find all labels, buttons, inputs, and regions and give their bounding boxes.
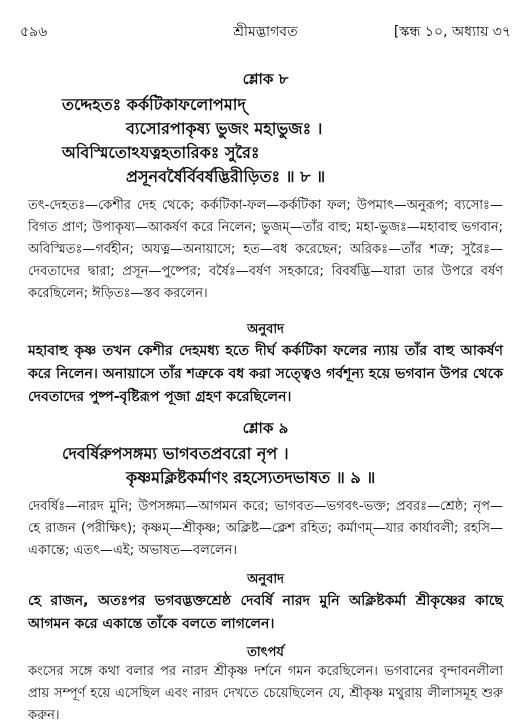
sloka-8-translation: মহাবাহু কৃষ্ণ তখন কেশীর দেহমধ্য হতে দীর্ঘ কর্কটিকা ফলের ন্যায় তাঁর বাহু আকর্ষণ করে নিলেন। অনায়াসে তাঁর শত্রুকে বধ করা সত্ত্বেও গর্বশূন্য হয়ে ভগবান উপর থেকে দেবতাদের পুষ্প-বৃষ্টিরূপ পূজা গ্রহণ করেছিলেন। bbox=[28, 343, 503, 405]
sloka-9-line-2: কৃষ্ণমক্লিষ্টকর্মাণং রহস্যেতদভাষত ॥ ৯ ॥ bbox=[126, 468, 376, 487]
sloka-8-line-3: অবিস্মিতোঽযত্নহতারিকঃ সুরৈঃ bbox=[62, 143, 260, 162]
sloka-8-heading: শ্লোক ৮ bbox=[242, 70, 289, 88]
purport-text: কংসের সঙ্গে কথা বলার পর নারদ শ্রীকৃষ্ণ দর্শনে গমন করেছিলেন। ভগবানের বৃন্দাবনলীলা প্রায় সম্পূর্ণ হয়ে এসেছিল এবং নারদ দেখতে চেয়েছিলেন যে, শ্রীকৃষ্ণ মথুরায় লীলাসমূহ শুরু করুন। bbox=[28, 664, 503, 723]
book-title: শ্রীমদ্ভাগবত bbox=[233, 24, 298, 40]
sloka-8-line-1: তদ্দেহতঃ কর্কটিকাফলোপমাদ্ bbox=[62, 95, 246, 114]
sloka-8-translation-heading: অনুবাদ bbox=[247, 322, 284, 337]
chapter-reference: [স্কন্ধ ১০, অধ্যায় ৩৭ bbox=[393, 24, 511, 40]
sloka-9-translation-heading: অনুবাদ bbox=[247, 572, 284, 587]
sloka-9-synonyms: দেবর্ষিঃ—নারদ মুনি; উপসঙ্গম্য—আগমন করে; ভাগবত—ভগবৎ-ভক্ত; প্রবরঃ—শ্রেষ্ঠ; নৃপ—হে রাজন (পরীক্ষিৎ); কৃষ্ণম্—শ্রীকৃষ্ণ; অক্লিষ্ট—ক্লেশ রহিত; কর্মাণম্—যার কার্যাবলী; রহসি—একান্তে; এতৎ—এই; অভাষত—বললেন। bbox=[28, 499, 503, 558]
sloka-8-synonyms: তৎ-দেহতঃ—কেশীর দেহ থেকে; কর্কটিকা-ফল—কর্কটিকা ফল; উপমাৎ—অনুরূপ; ব্যসোঃ—বিগত প্রাণ; উপাকৃষ্য—আকর্ষণ করে নিলেন; ভুজম্—তাঁর বাহু; মহা-ভুজঃ—মহাবাহু ভগবান; অবিস্মিতঃ—গর্বহীন; অযত্ন—অনায়াসে; হত—বধ করেছেন; অরিকঃ—তাঁর শত্রু; সুরৈঃ—দেবতাদের দ্বারা; প্রসূন—পুষ্পের; বর্ষৈঃ—বর্ষণ সহকারে; বিবর্ষদ্ভি—যারা তার উপরে বর্ষণ করেছিলেন; ঈড়িতঃ—স্তব করলেন। bbox=[28, 198, 503, 301]
sloka-9-translation: হে রাজন, অতঃপর ভগবদ্ভক্তশ্রেষ্ঠ দেবর্ষি নারদ মুনি অক্লিষ্টকর্মা শ্রীকৃষ্ণের কাছে আগমন করে একান্তে তাঁকে বলতে লাগলেন। bbox=[28, 593, 503, 632]
sloka-9-line-1: দেবর্ষিরুপসঙ্গম্য ভাগবতপ্রবরো নৃপ । bbox=[62, 444, 289, 463]
sloka-8-line-4: প্রসূনবর্ষৈর্বিবর্ষদ্ভিরীড়িতঃ ॥ ৮ ॥ bbox=[126, 167, 326, 186]
sloka-8-line-2: ব্যসোরপাকৃষ্য ভুজং মহাভুজঃ । bbox=[126, 119, 323, 138]
purport-heading: তাৎপর্য bbox=[247, 645, 284, 660]
sloka-9-heading: শ্লোক ৯ bbox=[242, 419, 289, 437]
page-number: ৫৯৬ bbox=[20, 24, 48, 40]
